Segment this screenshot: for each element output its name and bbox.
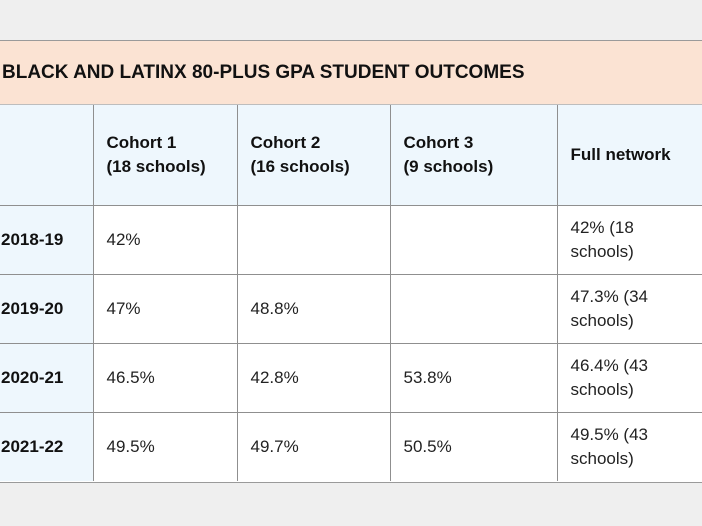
cohort-3-cell: 50.5% (390, 412, 557, 481)
row-year-cell: 2019-20 (0, 274, 93, 343)
cohort-2-cell: 49.7% (237, 412, 390, 481)
cohort-2-cell (237, 205, 390, 274)
row-year-cell: 2020-21 (0, 343, 93, 412)
header-corner-cell (0, 105, 93, 205)
header-cohort-3: Cohort 3 (9 schools) (390, 105, 557, 205)
cohort-2-cell: 42.8% (237, 343, 390, 412)
table-header-row (0, 105, 702, 205)
full-network-cell: 42% (18 schools) (557, 205, 702, 274)
cohort-3-cell: 53.8% (390, 343, 557, 412)
row-year-cell: 2018-19 (0, 205, 93, 274)
cohort-1-cell: 47% (93, 274, 237, 343)
header-cohort-2: Cohort 2 (16 schools) (237, 105, 390, 205)
row-year-cell: 2021-22 (0, 412, 93, 481)
outcomes-table-panel (0, 40, 702, 483)
full-network-cell: 47.3% (34 schools) (557, 274, 702, 343)
table-title: BLACK AND LATINX 80-PLUS GPA STUDENT OUTCOMES (2, 62, 525, 83)
header-cohort-1: Cohort 1 (18 schools) (93, 105, 237, 205)
cohort-1-cell: 42% (93, 205, 237, 274)
table-row (0, 343, 702, 412)
header-full-network: Full network (557, 105, 702, 205)
table-row (0, 274, 702, 343)
cohort-2-cell: 48.8% (237, 274, 390, 343)
cohort-3-cell (390, 274, 557, 343)
cohort-1-cell: 49.5% (93, 412, 237, 481)
table-row (0, 412, 702, 481)
table-row (0, 205, 702, 274)
table-title-bar (0, 41, 702, 105)
full-network-cell: 49.5% (43 schools) (570, 424, 648, 468)
outcomes-table (0, 105, 702, 481)
cohort-1-cell: 46.5% (93, 343, 237, 412)
full-network-cell: 46.4% (43 schools) (557, 343, 702, 412)
cohort-3-cell (390, 205, 557, 274)
